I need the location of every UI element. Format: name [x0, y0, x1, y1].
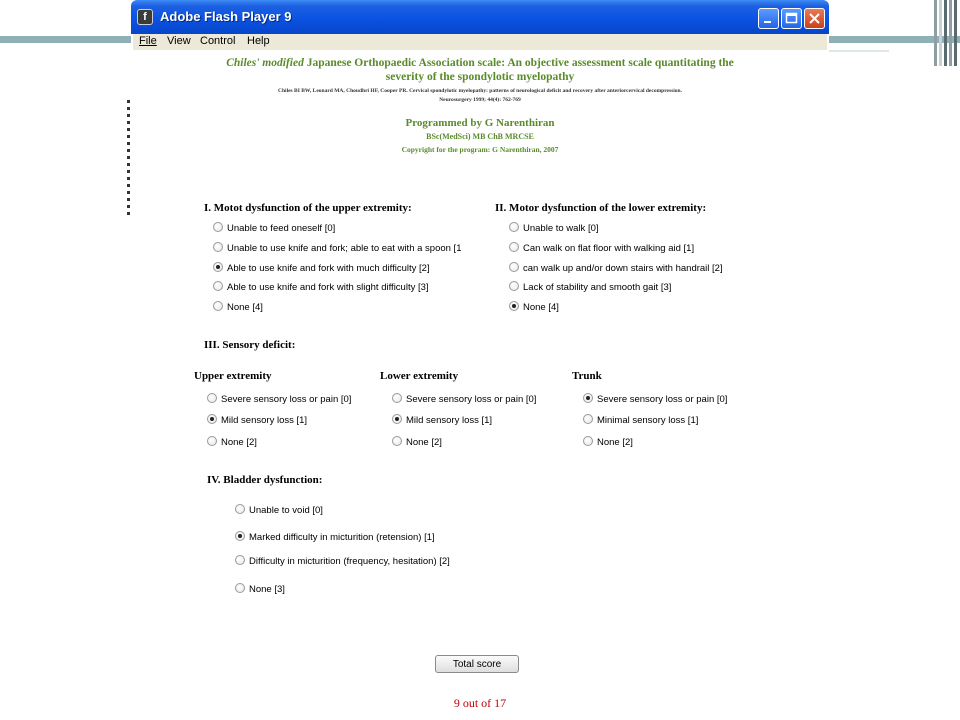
- option-label: Severe sensory loss or pain [0]: [597, 394, 728, 405]
- scale-title-rest: Japanese Orthopaedic Association scale: An objective assessment scale quantitating the: [303, 57, 734, 69]
- upper-extremity-option[interactable]: [207, 414, 307, 427]
- flash-app-icon: f: [137, 9, 153, 25]
- option-label: Can walk on flat floor with walking aid [1]: [523, 243, 695, 254]
- option-label: Able to use knife and fork with slight difficulty [3]: [227, 282, 429, 293]
- section1-option[interactable]: [213, 262, 430, 275]
- section1-option[interactable]: [213, 242, 462, 255]
- radio-icon[interactable]: [392, 414, 402, 424]
- radio-icon[interactable]: [207, 414, 217, 424]
- reference-line2: Neurosurgery 1999; 44(4): 762-769: [439, 97, 521, 103]
- radio-icon[interactable]: [392, 436, 402, 446]
- section2-option[interactable]: [509, 281, 671, 294]
- section1-option[interactable]: [213, 281, 429, 294]
- lower-extremity-option[interactable]: [392, 414, 492, 427]
- scale-title-italic: Chiles' modified: [226, 57, 304, 69]
- section2-heading: II. Motor dysfunction of the lower extremity:: [495, 202, 707, 214]
- option-label: None [2]: [221, 437, 257, 448]
- slide-left-marks: [127, 100, 130, 218]
- slide-accent-line: [829, 50, 889, 52]
- radio-icon[interactable]: [235, 555, 245, 565]
- option-label: can walk up and/or down stairs with handrail [2]: [523, 263, 723, 274]
- maximize-icon: [782, 9, 801, 28]
- section2-option[interactable]: [509, 242, 694, 255]
- trunk-heading: Trunk: [572, 370, 602, 382]
- section2-option[interactable]: [509, 301, 559, 314]
- radio-icon[interactable]: [235, 531, 245, 541]
- total-score-button[interactable]: Total score: [435, 655, 519, 673]
- section1-option[interactable]: [213, 301, 263, 314]
- option-label: Unable to use knife and fork; able to eat with a spoon [1: [227, 243, 462, 254]
- radio-icon[interactable]: [207, 393, 217, 403]
- option-label: Unable to void [0]: [249, 505, 323, 516]
- flash-player-window: [131, 0, 829, 720]
- bladder-option[interactable]: [235, 504, 323, 517]
- scale-title: [133, 57, 827, 69]
- upper-extremity-heading: Upper extremity: [194, 370, 272, 382]
- option-label: Lack of stability and smooth gait [3]: [523, 282, 672, 293]
- option-label: Severe sensory loss or pain [0]: [221, 394, 352, 405]
- radio-icon[interactable]: [509, 262, 519, 272]
- option-label: None [4]: [523, 302, 559, 313]
- menu-help[interactable]: Help: [247, 35, 270, 47]
- section2-option[interactable]: [509, 222, 599, 235]
- radio-icon[interactable]: [207, 436, 217, 446]
- upper-extremity-option[interactable]: [207, 436, 257, 449]
- minimize-icon: [759, 9, 778, 28]
- programmer: Programmed by G Narenthiran: [405, 117, 555, 129]
- option-label: Marked difficulty in micturition (retension) [1]: [249, 532, 435, 543]
- option-label: Able to use knife and fork with much difficulty [2]: [227, 263, 430, 274]
- lower-extremity-option[interactable]: [392, 393, 536, 406]
- slide-accent-bar-left: [0, 36, 131, 43]
- option-label: Severe sensory loss or pain [0]: [406, 394, 537, 405]
- copyright: Copyright for the program: G Narenthiran, 2007: [401, 145, 559, 154]
- maximize-button[interactable]: [781, 8, 802, 29]
- radio-icon[interactable]: [509, 222, 519, 232]
- radio-icon[interactable]: [583, 414, 593, 424]
- section1-option[interactable]: [213, 222, 335, 235]
- bladder-option[interactable]: [235, 555, 450, 568]
- slide-corner-stripes: [932, 0, 960, 66]
- option-label: Minimal sensory loss [1]: [597, 415, 699, 426]
- window-title: Adobe Flash Player 9: [160, 9, 292, 24]
- minimize-button[interactable]: [758, 8, 779, 29]
- trunk-option[interactable]: [583, 436, 633, 449]
- lower-extremity-heading: Lower extremity: [380, 370, 459, 382]
- score-result: 9 out of 17: [453, 696, 507, 710]
- option-label: Mild sensory loss [1]: [221, 415, 308, 426]
- radio-icon[interactable]: [235, 504, 245, 514]
- option-label: Difficulty in micturition (frequency, hesitation) [2]: [249, 556, 450, 567]
- menu-control[interactable]: Control: [200, 35, 236, 47]
- radio-icon[interactable]: [213, 242, 223, 252]
- title-bar[interactable]: [131, 0, 829, 34]
- section3-heading: III. Sensory deficit:: [204, 339, 296, 351]
- radio-icon[interactable]: [509, 242, 519, 252]
- menu-bar: [133, 34, 827, 50]
- scale-title-line2: severity of the spondylotic myelopathy: [385, 71, 575, 83]
- section2-option[interactable]: [509, 262, 723, 275]
- radio-icon[interactable]: [213, 281, 223, 291]
- radio-icon[interactable]: [235, 583, 245, 593]
- trunk-option[interactable]: [583, 414, 698, 427]
- section1-heading: I. Motot dysfunction of the upper extremity:: [204, 202, 412, 214]
- radio-icon[interactable]: [213, 222, 223, 232]
- option-label: None [3]: [249, 584, 285, 595]
- radio-icon[interactable]: [213, 262, 223, 272]
- close-button[interactable]: [804, 8, 825, 29]
- radio-icon[interactable]: [509, 281, 519, 291]
- option-label: None [2]: [406, 437, 442, 448]
- radio-icon[interactable]: [392, 393, 402, 403]
- menu-file[interactable]: File: [139, 35, 157, 47]
- flash-content: [133, 50, 827, 720]
- radio-icon[interactable]: [583, 393, 593, 403]
- option-label: Unable to walk [0]: [523, 223, 599, 234]
- radio-icon[interactable]: [213, 301, 223, 311]
- menu-view[interactable]: View: [167, 35, 191, 47]
- qualifications: BSc(MedSci) MB ChB MRCSE: [426, 132, 534, 141]
- section4-heading: IV. Bladder dysfunction:: [207, 474, 323, 486]
- upper-extremity-option[interactable]: [207, 393, 351, 406]
- close-icon: [805, 9, 824, 28]
- option-label: Mild sensory loss [1]: [406, 415, 493, 426]
- option-label: Unable to feed oneself [0]: [227, 223, 336, 234]
- option-label: None [4]: [227, 302, 263, 313]
- option-label: None [2]: [597, 437, 633, 448]
- reference-line1: Chiles BI BW, Leonard MA, Choudhri HF, Cooper PR. Cervical spondylotic myelopathy: patterns of neurological deficit and recovery after anteriorcervical decompression.: [278, 88, 682, 94]
- radio-icon[interactable]: [509, 301, 519, 311]
- bladder-option[interactable]: [235, 583, 285, 596]
- bladder-option[interactable]: [235, 531, 435, 544]
- radio-icon[interactable]: [583, 436, 593, 446]
- lower-extremity-option[interactable]: [392, 436, 442, 449]
- trunk-option[interactable]: [583, 393, 727, 406]
